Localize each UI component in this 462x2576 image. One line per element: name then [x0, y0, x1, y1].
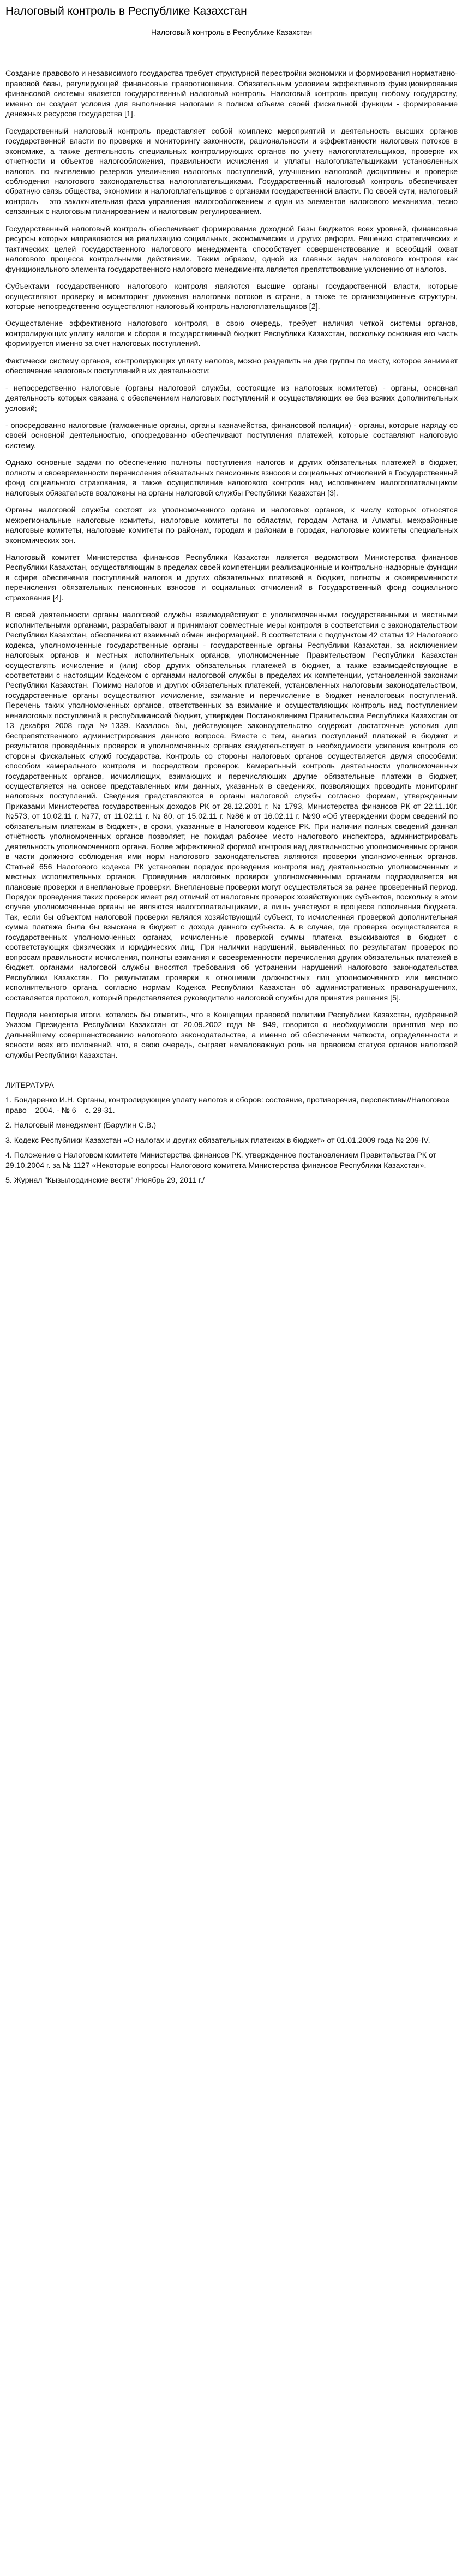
reference-item: 4. Положение о Налоговом комитете Министерства финансов РК, утвержденное постановлением Правительства РК от 29.10.2004 г. за № 1127 «Некоторые вопросы Налогового комитета Министерства финансов Республики Казахстан». — [5, 1151, 437, 1170]
paragraph: Фактически систему органов, контролирующих уплату налогов, можно разделить на две группы по месту, которое занимает обеспечение налоговых поступлений в их деятельности: — [5, 356, 458, 376]
article-subtitle: Налоговый контроль в Республике Казахстан — [151, 28, 313, 37]
paragraph: Подводя некоторые итоги, хотелось бы отметить, что в Концепции правовой политики Республики Казахстан, одобренной Указом Президента Республики Казахстан от 20.09.2002 года № 949, говорится о необходимости принятия мер по дальнейшему совершенствованию налогового законодательства, а именно об обеспечении четкости, определенности и ясности всех его положений, что, в свою очередь, сыграет немаловажную роль на правовом статусе органов налоговой службы Республики Казахстан. — [5, 1010, 458, 1060]
paragraph: Однако основные задачи по обеспечению полноты поступления налогов и других обязательных платежей в бюджет, полноты и своевременности перечисления обязательных пенсионных взносов и социальных отчислений в Государственный фонд социального страхования, а также осуществление налогового контроля над исполнением налогоплательщиком налоговых обязательств возложены на органы налоговой службы Республики Казахстан [3]. — [5, 458, 458, 498]
paragraph: В своей деятельности органы налоговой службы взаимодействуют с уполномоченными государственными и местными исполнительными органами, разрабатывают и принимают совместные меры контроля в соответствии с законодательством Республики Казахстан, обеспечивают взаимный обмен информацией. В соответствии с подпунктом 42 статьи 12 Налогового кодекса, уполномоченные государственные органы - государственные органы Республики Казахстан, за исключением налоговых органов и местных исполнительных органов, уполномоченные Правительством Республики Казахстан осуществлять исчисление и (или) сбор других обязательных платежей в бюджет, а также взаимодействующие в соответствии с настоящим Кодексом с органами налоговой службы в пределах их компетенции, установленной законами Республики Казахстан. Помимо налогов и других обязательных платежей, установленных налоговым законодательством, государственные органы осуществляют исчисление, взимание и перечисление в бюджет неналоговых поступлений. Перечень таких уполномоченных органов, ответственных за взимание и осуществляющих контроль над поступлением неналоговых поступлений в республиканский бюджет, утвержден Постановлением Правительства Республики Казахстан от 13 декабря 2008 года №1339. Казалось бы, действующее законодательство содержит достаточные условия для беспрепятственного администрирования данного вопроса. Вместе с тем, анализ поступлений платежей в бюджет и результатов проведённых проверок в уполномоченных органах свидетельствует о необходимости усиления контроля со стороны фискальных служб государства. Контроль со стороны налоговых органов осуществляется двумя способами: способом камерального контроля и посредством проверок. Камеральный контроль деятельности уполномоченных государственных органов, исчисляющих, взимающих и перечисляющих другие обязательные платежи в бюджет, осуществляется на основе представленных ими данных, указанных в сведениях, позволяющих проводить мониторинг налоговых поступлений. Сведения представляются в органы налоговой службы согласно формам, утвержденным Приказами Министерства государственных доходов РК от 28.12.2001 г. № 1793, Министерства финансов РК от 22.11.10г. №573, от 10.02.11 г. №77, от 11.02.11 г. № 80, от 15.02.11 г. №86 и от 16.02.11 г. №90 «Об утверждении форм сведений по обязательным платежам в бюджет», в сроки, указанные в Налоговом кодексе РК. При наличии полных сведений данная отчётность уполномоченных органов позволяет, не покидая рабочее место налогового инспектора, администрировать деятельность уполномоченного органа. Более эффективной формой контроля над деятельностью уполномоченных органов в части должного соблюдения ими норм налогового законодательства являются проверки уполномоченных органов. Статьей 656 Налогового кодекса РК установлен порядок проведения контроля над деятельностью уполномоченных и местных исполнительных органов. Проведение налоговых проверок уполномоченными органами подразделяется на плановые проверки и внеплановые проверки. Внеплановые проверки могут осуществляться за ранее проверенный период. Порядок проведения таких проверок имеет ряд отличий от налоговых проверок хозяйствующих субъектов, поскольку в этом случае уполномоченные органы не являются налогоплательщиками, а лишь участвуют в процессе пополнения бюджета. Так, если бы объектом налоговой проверки являлся хозяйствующий субъект, то исчисленная проверкой дополнительная сумма платежа была бы взыскана в бюджет с дохода данного субъекта. А в случае, где проверка осуществляется в государственных уполномоченных органах, исчисленные проверкой суммы платежа взыскиваются в бюджет с соответствующих физических и юридических лиц. При наличии нарушений, выявленных по результатам проверок по вопросам правильности исчисления, полноты взимания и своевременности перечисления других обязательных платежей в бюджет, органами налоговой службы вносятся требования об устранении нарушений налогового законодательства Республики Казахстан. По результатам проверки в отношении должностных лиц уполномоченного или местного исполнительного органа, согласно нормам Кодекса Республики Казахстан об административных правонарушениях, составляется протокол, который представляется руководителю налоговой службы для принятия решения [5]. — [5, 611, 458, 1003]
reference-list — [5, 1095, 458, 1185]
paragraph: Государственный налоговый контроль представляет собой комплекс мероприятий и деятельность высших органов государственной власти по проверке и мониторингу законности, рациональности и эффективности налоговых потоков в экономике, а также деятельность специальных контролирующих органов по учету налогоплательщиков, проверке их отчетности и объектов налогообложения, правильности исчисления и уплаты налогоплательщиками установленных налогов, по выявлению резервов увеличения налоговых поступлений, улучшению налоговой дисциплины и проверке соблюдения налогового законодательства налогоплательщиками. Государственный налоговый контроль обеспечивает обратную связь общества, экономики и налогоплательщиков с органами государственной власти. По своей сути, налоговый контроль – это заключительная фаза управления налогообложением и один из элементов налогового механизма, тесно связанных с налоговым планированием и налоговым регулированием. — [5, 127, 458, 217]
reference-item: 3. Кодекс Республики Казахстан «О налогах и других обязательных платежах в бюджет» от 01.01.2009 года № 209-IV. — [5, 1136, 430, 1145]
paragraph: Органы налоговой службы состоят из уполномоченного органа и налоговых органов, к числу которых относятся межрегиональные налоговые комитеты, налоговые комитеты по областям, городам Астана и Алматы, межрайонные налоговые комитеты, налоговые комитеты по районам, городам и районам в городах, налоговые комитеты специальных экономических зон. — [5, 506, 458, 545]
paragraph: Осуществление эффективного налогового контроля, в свою очередь, требует наличия четкой системы органов, контролирующих уплату налогов и сборов в государственный бюджет Республики Казахстан, поскольку основная его часть формируется именно за счет налоговых поступлений. — [5, 319, 458, 349]
literature-heading: ЛИТЕРАТУРА — [5, 1081, 54, 1090]
reference-item: 5. Журнал "Кызылординские вести" /Ноябрь 29, 2011 г./ — [5, 1176, 205, 1185]
reference-item: 2. Налоговый менеджмент (Барулин С.В.) — [5, 1121, 157, 1130]
paragraph: - опосредованно налоговые (таможенные органы, органы казначейства, финансовой полиции) - органы, которые наряду со своей основной деятельностью, опосредованно обеспечивают поступления платежей, которые составляют налоговую систему. — [5, 421, 458, 450]
paragraph: - непосредственно налоговые (органы налоговой службы, состоящие из налоговых комитетов) - органы, основная деятельность которых связана с обеспечением налоговых поступлений и осуществляющих ее без всяких дополнительных условий; — [5, 384, 458, 413]
paragraph: Государственный налоговый контроль обеспечивает формирование доходной базы бюджетов всех уровней, финансовые ресурсы которых направляются на реализацию социальных, экономических и других реформ. Решению стратегических и тактических целей государственного налогового менеджмента способствует совершенствование и всеобщий охват налогового процесса контрольными действиями. Таким образом, одной из главных задач налогового контроля как функционального элемента государственного налогового менеджмента является препятствование уклонению от налогов. — [5, 224, 458, 274]
paragraph: Налоговый комитет Министерства финансов Республики Казахстан является ведомством Министерства финансов Республики Казахстан, осуществляющим в пределах своей компетенции реализационные и контрольно-надзорные функции в сфере обеспечения поступлений налогов и других обязательных платежей в бюджет, полноты и своевременности перечисления обязательных пенсионных взносов и социальных отчислений в Государственный фонд социального страхования [4]. — [5, 553, 458, 603]
page-title: Налоговый контроль в Республике Казахстан — [5, 5, 247, 17]
article-page — [0, 0, 462, 1197]
reference-item: 1. Бондаренко И.Н. Органы, контролирующие уплату налогов и сборов: состояние, противоречия, перспективы//Налоговое право – 2004. - № 6 – с. 29-31. — [5, 1096, 450, 1115]
paragraph: Субъектами государственного налогового контроля являются высшие органы государственной власти, которые осуществляют проверку и мониторинг движения налоговых потоков в стране, а также те организационные структуры, которые непосредственно осуществляют налоговый контроль налогоплательщиков [2]. — [5, 282, 458, 311]
article-body — [5, 69, 458, 1060]
paragraph: Создание правового и независимого государства требует структурной перестройки экономики и формирования нормативно-правовой базы, регулирующей финансовые правоотношения. Обязательным условием эффективного функционирования финансовой системы является государственный налоговый контроль. Налоговый контроль присущ любому государству, именно он создает условия для выполнения налогами в полном объеме своей фискальной функции - формирование денежных ресурсов государства [1]. — [5, 69, 458, 119]
